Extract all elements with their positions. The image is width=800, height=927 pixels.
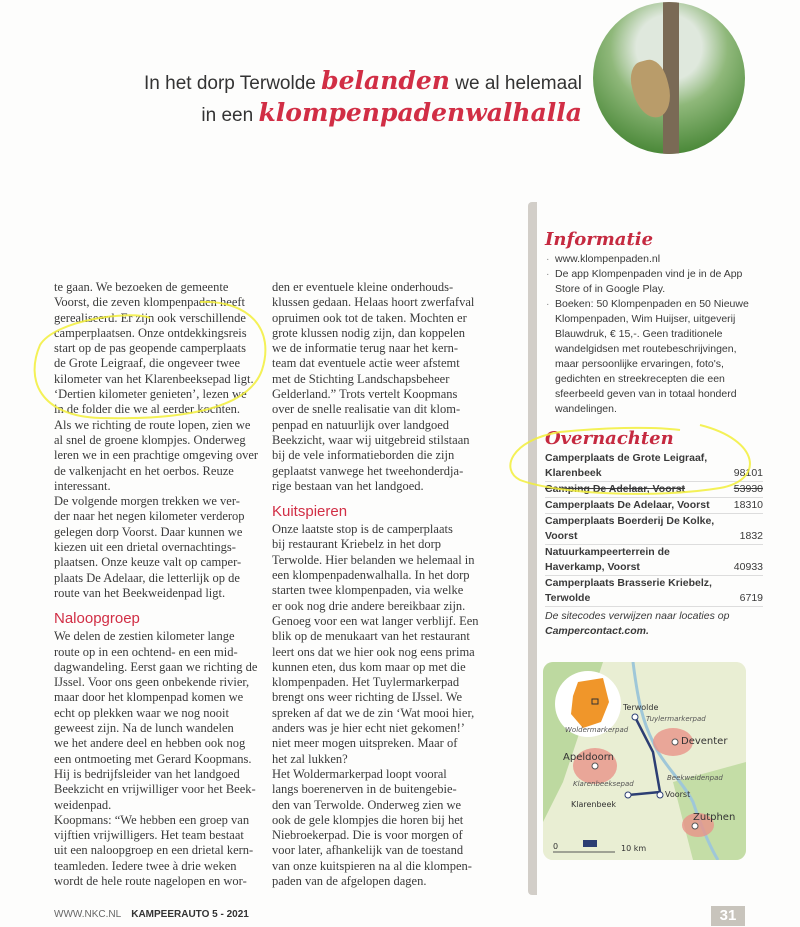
headline-script: belanden xyxy=(321,66,450,95)
text-line: leren we in een prachtige omgeving over xyxy=(54,448,259,463)
text-line: kunnen eten, dus kom maar op met die xyxy=(272,659,466,674)
text-line: geplaatst vanwege het tweehonderdja- xyxy=(272,463,464,478)
site-code: 40933 xyxy=(733,561,763,573)
text-line: route op in een ochtend- en een mid- xyxy=(54,644,238,659)
text-line: plaatsen. Onze keuze valt op camper- xyxy=(54,555,242,570)
paragraph xyxy=(272,280,480,494)
text-line: den van Terwolde. Onderweg zien we xyxy=(272,797,462,812)
site-name: Camperplaats Boerderij De Kolke, Voorst xyxy=(545,515,715,542)
text-line: brengt ons weer richting de IJssel. We xyxy=(272,690,463,705)
text-line: dagwandeling. Eerst gaan we richting de xyxy=(54,659,258,674)
text-line: wordt de hele route nagelopen en wor- xyxy=(54,873,247,888)
site-code: 6719 xyxy=(739,592,763,604)
text-line: van onze kuitspieren na al die klompen- xyxy=(272,858,472,873)
site-code: 53930 xyxy=(733,483,763,495)
text-line: Als we richting de route lopen, zien we xyxy=(54,417,251,432)
map-label-tuylermarkerpad: Tuylermarkerpad xyxy=(646,715,706,723)
text-line: ook de gele klompjes die horen bij het xyxy=(272,812,464,827)
text-line: we de informatie terug naar het kern- xyxy=(272,341,459,356)
site-code: 98101 xyxy=(733,467,763,479)
map-label-klarenbeek: Klarenbeek xyxy=(571,800,617,809)
text-line: klussen gedaan. Helaas hoort zwerfafval xyxy=(272,295,475,310)
site-list xyxy=(545,451,763,607)
text-line: klompenpaden. Het Tuylermarkerpad xyxy=(272,675,460,690)
site-row xyxy=(545,514,763,545)
text-line: uit een naloopgroep en een drietal kern- xyxy=(54,843,254,858)
site-code: 1832 xyxy=(739,530,763,542)
text-line: Het Woldermarkerpad loopt vooral xyxy=(272,766,447,781)
site-note: De sitecodes verwijzen naar locaties op xyxy=(545,610,730,622)
text-line: We delen de zestien kilometer lange xyxy=(54,629,235,644)
headline-line-1 xyxy=(144,66,582,95)
headline-text: we al helemaal xyxy=(449,73,582,94)
text-line: paden van de afgelopen dagen. xyxy=(272,873,427,888)
info-title: Informatie xyxy=(545,229,654,250)
map-scale-start: 0 xyxy=(553,842,559,851)
sidebar-bar xyxy=(528,202,537,895)
text-line: penpad en natuurlijk over landgoed xyxy=(272,417,450,432)
paragraph xyxy=(272,522,480,889)
subheading-naloopgroep: Naloopgroep xyxy=(54,610,140,628)
text-line: grote klussen nodig zijn, dan koppelen xyxy=(272,325,466,340)
text-line: Koopmans: “We hebben een groep van xyxy=(54,812,250,827)
site-row xyxy=(545,576,763,607)
text-line: blik op de menukaart van het restaurant xyxy=(272,629,470,644)
map-label-voorst: Voorst xyxy=(665,790,691,799)
map-scale-end: 10 km xyxy=(621,844,647,853)
text-line: der naar het negen kilometer verderop xyxy=(54,509,245,524)
text-line: bij de vele informatieborden die zijn xyxy=(272,448,455,463)
site-name: Camping De Adelaar, Voorst xyxy=(545,483,686,495)
text-line: Hij is bedrijfsleider van het landgoed xyxy=(54,766,240,781)
headline-text: In het dorp Terwolde xyxy=(144,73,322,94)
text-line: te gaan. We bezoeken de gemeente xyxy=(54,280,229,294)
text-line: gerealiseerd. Er zijn ook verschillende xyxy=(54,310,246,325)
text-line: we het andere deel en hebben ook nog xyxy=(54,736,246,751)
article-column-2 xyxy=(272,280,480,889)
text-line: den er eventuele kleine onderhouds- xyxy=(272,280,454,294)
text-line: over de snelle realisatie van dit klom- xyxy=(272,402,461,417)
text-line: met de Stichting Landschapsbeheer xyxy=(272,371,450,386)
site-row xyxy=(545,451,763,482)
overnachten-title: Overnachten xyxy=(545,428,674,449)
site-row xyxy=(545,545,763,576)
map-label-apeldoorn: Apeldoorn xyxy=(563,752,614,763)
text-line: opruimen ook tot de taken. Mochten er xyxy=(272,310,467,325)
text-line: in de folder die we al eerder kochten. xyxy=(54,402,241,417)
text-line: er ook nog drie andere bereikbaar zijn. xyxy=(272,598,466,613)
text-line: De volgende morgen trekken we ver- xyxy=(54,494,240,509)
footer-site: WWW.NKC.NL xyxy=(54,909,122,920)
text-line: spreken af dat we de zin ‘Wat mooi hier, xyxy=(272,705,475,720)
text-line: teamleden. Iedere twee à drie weken xyxy=(54,858,237,873)
text-line: Niebroekerpad. Die is voor morgen of xyxy=(272,828,463,843)
text-line: vijftien vrijwilligers. Het team bestaat xyxy=(54,828,244,843)
text-line: camperplaatsen. Onze ontdekkingsreis xyxy=(54,325,247,340)
text-line: de valkenjacht en het oerbos. Reuze xyxy=(54,463,234,478)
page-number: 31 xyxy=(711,906,745,926)
text-line: Gelderland.” Trots vertelt Koopmans xyxy=(272,387,458,402)
site-name: Camperplaats De Adelaar, Voorst xyxy=(545,499,710,511)
text-line: anders was je hier echt niet gekomen!’ xyxy=(272,721,465,736)
text-line: plaats De Adelaar, die letterlijk op de xyxy=(54,570,240,585)
clog-photo xyxy=(593,2,745,154)
text-line: gelegen dorp Voorst. Daar kunnen we xyxy=(54,524,243,539)
text-line: niet meer mogen uitspreken. Maar of xyxy=(272,736,458,751)
map-label-beekweidenpad: Beekweidenpad xyxy=(667,774,723,782)
info-item: · De app Klompenpaden vind je in de App Store of in Google Play. xyxy=(545,267,763,297)
info-item: · Boeken: 50 Klompenpaden en 50 Nieuwe Klompenpaden, Wim Huijser, uitgeverij Blauwdruk, € 15,-. Geen traditionele wandelgidsen met routebeschrijvingen, maar persoonlijke ervaringen, foto's, gedichten en streekrecepten die een sfeerbeeld geven van in totaal honderd wandelingen. xyxy=(545,297,763,417)
text-line: interessant. xyxy=(54,478,111,493)
route-map xyxy=(543,662,746,860)
text-line: weidenpad. xyxy=(54,797,112,812)
site-name: Camperplaats de Grote Leigraaf, Klarenbeek xyxy=(545,452,708,479)
text-line: team dat eventuele actie weer afstemt xyxy=(272,356,460,371)
info-item: · www.klompenpaden.nl xyxy=(545,252,763,267)
text-line: route van het Beekweidenpad ligt. xyxy=(54,585,226,600)
text-line: bij restaurant Kriebelz in het dorp xyxy=(272,537,442,552)
text-line: echt op plekken waar we nog nooit xyxy=(54,705,229,720)
text-line: een klompenpadenwalhalla. In het dorp xyxy=(272,568,470,583)
text-line: Terwolde. Hier belanden we helemaal in xyxy=(272,552,475,567)
text-line: Genoeg voor een wat langer verblijf. Een xyxy=(272,613,479,628)
paragraph xyxy=(54,629,262,889)
site-row xyxy=(545,482,763,498)
headline-line-2 xyxy=(201,98,582,127)
footer-magazine: KAMPEERAUTO 5 - 2021 xyxy=(131,909,249,920)
map-label-deventer: Deventer xyxy=(681,736,728,747)
text-line: de Grote Leigraaf, die ongeveer twee xyxy=(54,356,241,371)
map-label-terwolde: Terwolde xyxy=(623,703,659,712)
text-line: start op de pas geopende camperplaats xyxy=(54,341,246,356)
text-line: het zal lukken? xyxy=(272,751,348,766)
map-label-zutphen: Zutphen xyxy=(693,812,736,823)
text-line: kiezen uit een drietal overnachtings- xyxy=(54,540,236,555)
headline-script: klompenpadenwalhalla xyxy=(258,98,582,127)
subheading-kuitspieren: Kuitspieren xyxy=(272,503,348,521)
text-line: Beekzicht, waar wij uitgebreid stilstaan xyxy=(272,432,470,447)
site-row xyxy=(545,498,763,514)
text-line: ‘Dertien kilometer genieten’, lezen we xyxy=(54,387,247,402)
text-line: starten twee klompenpaden, via welke xyxy=(272,583,464,598)
campercontact-link[interactable]: Campercontact.com. xyxy=(545,625,649,637)
text-line: een ontmoeting met Gerard Koopmans. xyxy=(54,751,252,766)
text-line: langs boerenerven in de buitengebie- xyxy=(272,782,457,797)
paragraph xyxy=(54,280,262,601)
text-line: geweest zijn. Na de lunch wandelen xyxy=(54,721,234,736)
map-label-klarenbeeksepad: Klarenbeeksepad xyxy=(573,780,634,788)
text-line: maar door het klompenpad komen we xyxy=(54,690,244,705)
site-code: 18310 xyxy=(733,499,763,511)
text-line: Voorst, die zeven klompenpaden heeft xyxy=(54,295,246,310)
site-name: Natuurkampeerterrein de Haverkamp, Voorst xyxy=(545,546,670,573)
text-line: Beekzicht en vrijwilliger voor het Beek- xyxy=(54,782,256,797)
text-line: Onze laatste stop is de camperplaats xyxy=(272,522,453,537)
footer xyxy=(54,909,249,920)
text-line: voor later, afhankelijk van de toestand xyxy=(272,843,464,858)
info-sidebar xyxy=(545,228,763,639)
article-column-1 xyxy=(54,280,262,889)
text-line: al snel de groene klompjes. Onderweg xyxy=(54,432,246,447)
site-name: Camperplaats Brasserie Kriebelz, Terwolde xyxy=(545,577,712,604)
headline-text: in een xyxy=(201,105,259,126)
text-line: leert ons dat we hier ook nog eens prima xyxy=(272,644,475,659)
text-line: kilometer van het Klarenbeeksepad ligt. xyxy=(54,371,254,386)
map-label-woldermarkerpad: Woldermarkerpad xyxy=(565,726,629,734)
text-line: rige bestaan van het landgoed. xyxy=(272,478,424,493)
text-line: IJssel. Voor ons geen onbekende rivier, xyxy=(54,675,250,690)
